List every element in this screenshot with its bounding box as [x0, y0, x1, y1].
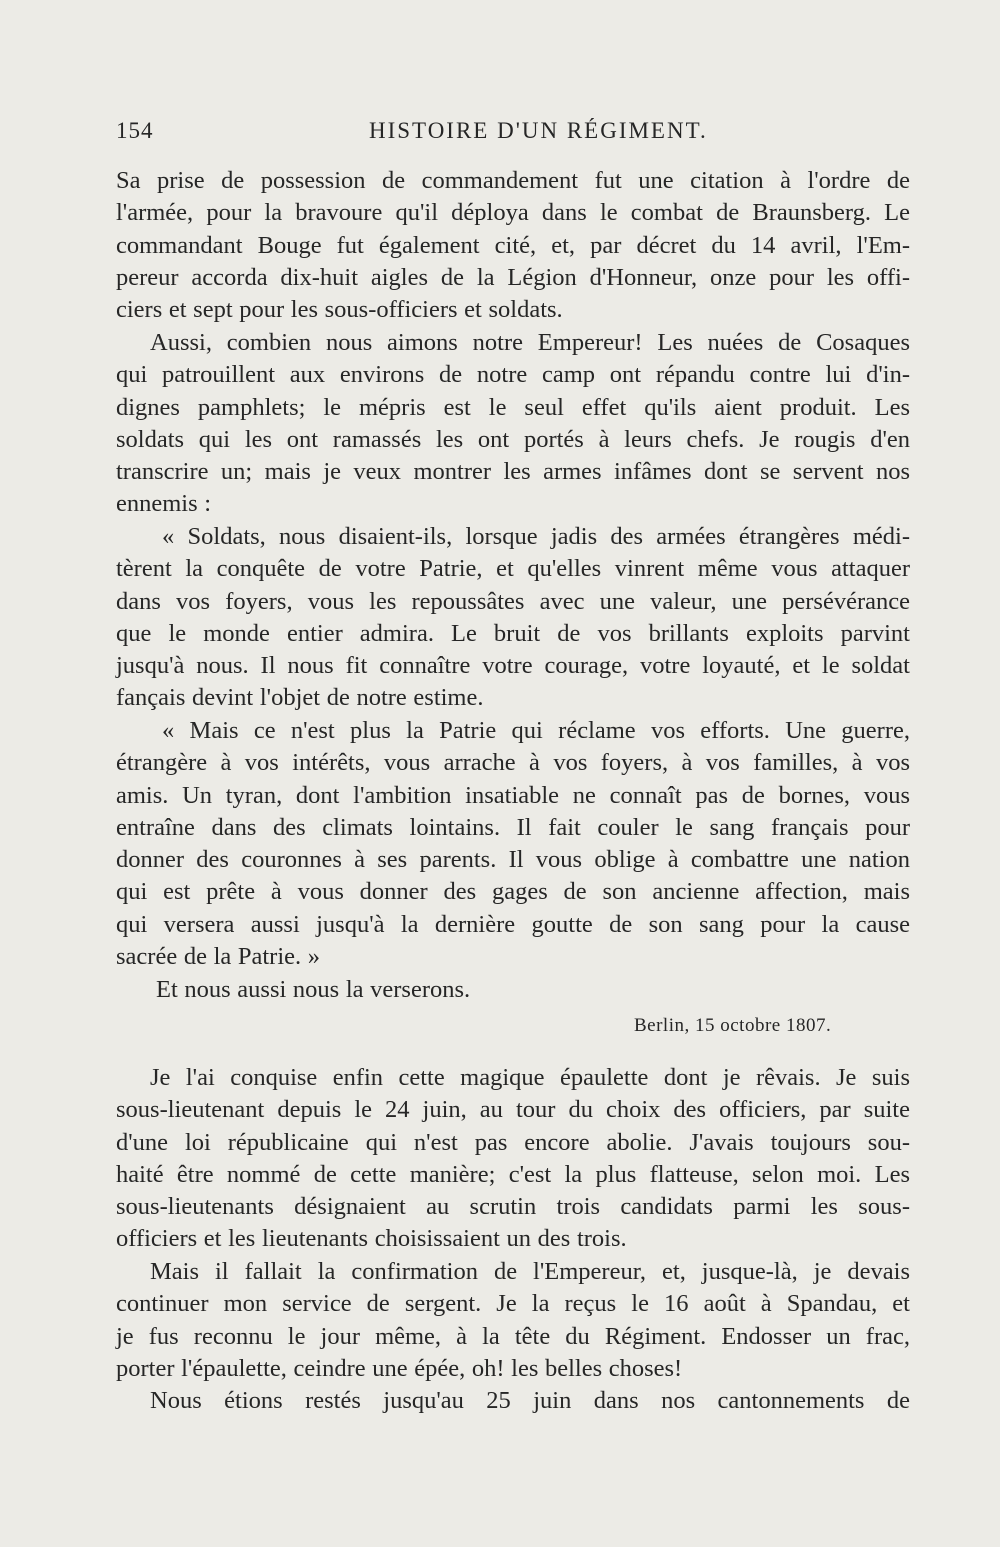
- text-line: continuer mon service de sergent. Je la reçus le 16 août à Spandau, et: [116, 1290, 910, 1318]
- text-line: dans vos foyers, vous les repoussâtes avec une valeur, une persévérance: [116, 587, 910, 615]
- text-line: l'armée, pour la bravoure qu'il déploya dans le combat de Braunsberg. Le: [116, 199, 910, 227]
- text-line: Nous étions restés jusqu'au 25 juin dans nos cantonnements de: [150, 1387, 910, 1414]
- paragraph: [116, 974, 910, 1006]
- text-line: Sa prise de possession de commandement fut une citation à l'ordre de: [116, 167, 910, 194]
- text-line: qui patrouillent aux environs de notre camp ont répandu contre lui d'in-: [116, 361, 910, 389]
- quotation-paragraph: [116, 521, 910, 715]
- text-line: Aussi, combien nous aimons notre Empereur! Les nuées de Cosaques: [150, 329, 910, 356]
- text-line: officiers et les lieutenants choisissaient un des trois.: [116, 1225, 627, 1253]
- text-line: Et nous aussi nous la verserons.: [156, 976, 471, 1003]
- text-line: haité être nommé de cette manière; c'est la plus flatteuse, selon moi. Les: [116, 1160, 910, 1188]
- paragraph: [116, 1256, 910, 1385]
- paragraph: [116, 327, 910, 521]
- text-line: sous-lieutenants désignaient au scrutin trois candidats parmi les sous-: [116, 1193, 910, 1221]
- text-line: pereur accorda dix-huit aigles de la Légion d'Honneur, onze pour les offi-: [116, 263, 910, 291]
- text-line: sacrée de la Patrie. »: [116, 943, 321, 971]
- quotation-paragraph: [116, 715, 910, 973]
- text-line: qui versera aussi jusqu'à la dernière goutte de son sang pour la cause: [116, 910, 910, 938]
- text-line: « Soldats, nous disaient-ils, lorsque jadis des armées étrangères médi-: [162, 523, 910, 550]
- text-line: sous-lieutenant depuis le 24 juin, au tour du choix des officiers, par suite: [116, 1096, 910, 1124]
- dateline: Berlin, 15 octobre 1807.: [634, 1015, 832, 1036]
- text-line: Je l'ai conquise enfin cette magique épaulette dont je rêvais. Je suis: [150, 1064, 910, 1091]
- text-line: ciers et sept pour les sous-officiers et soldats.: [116, 296, 563, 324]
- text-line: que le monde entier admira. Le bruit de vos brillants exploits parvint: [116, 619, 910, 647]
- paragraph: [116, 1385, 910, 1417]
- text-line: « Mais ce n'est plus la Patrie qui réclame vos efforts. Une guerre,: [162, 717, 910, 744]
- text-line: je fus reconnu le jour même, à la tête du Régiment. Endosser un frac,: [116, 1322, 910, 1350]
- text-line: tèrent la conquête de votre Patrie, et qu'elles vinrent même vous attaquer: [116, 555, 910, 583]
- text-line: d'une loi républicaine qui n'est pas encore abolie. J'avais toujours sou-: [116, 1128, 910, 1156]
- text-line: soldats qui les ont ramassés les ont portés à leurs chefs. Je rougis d'en: [116, 425, 910, 453]
- text-line: porter l'épaulette, ceindre une épée, oh! les belles choses!: [116, 1354, 683, 1382]
- running-title: HISTOIRE D'UN RÉGIMENT.: [369, 118, 708, 143]
- text-line: entraîne dans des climats lointains. Il fait couler le sang français pour: [116, 813, 910, 841]
- text-line: dignes pamphlets; le mépris est le seul effet qu'ils aient produit. Les: [116, 393, 910, 421]
- text-line: étrangère à vos intérêts, vous arrache à vos foyers, à vos familles, à vos: [116, 749, 910, 777]
- running-head: [116, 118, 916, 152]
- text-line: Mais il fallait la confirmation de l'Empereur, et, jusque-là, je devais: [150, 1258, 910, 1285]
- paragraph: [116, 1062, 910, 1256]
- page-number: 154: [116, 118, 154, 143]
- paragraph: [116, 165, 910, 326]
- text-line: ennemis :: [116, 490, 212, 518]
- text-line: fançais devint l'objet de notre estime.: [116, 684, 484, 712]
- text-line: commandant Bouge fut également cité, et, par décret du 14 avril, l'Em-: [116, 231, 910, 259]
- text-line: qui est prête à vous donner des gages de son ancienne affection, mais: [116, 878, 910, 906]
- text-line: jusqu'à nous. Il nous fit connaître votre courage, votre loyauté, et le soldat: [116, 652, 910, 680]
- text-line: donner des couronnes à ses parents. Il vous oblige à combattre une nation: [116, 846, 910, 874]
- text-line: amis. Un tyran, dont l'ambition insatiable ne connaît pas de bornes, vous: [116, 781, 910, 809]
- text-line: transcrire un; mais je veux montrer les armes infâmes dont se servent nos: [116, 458, 910, 486]
